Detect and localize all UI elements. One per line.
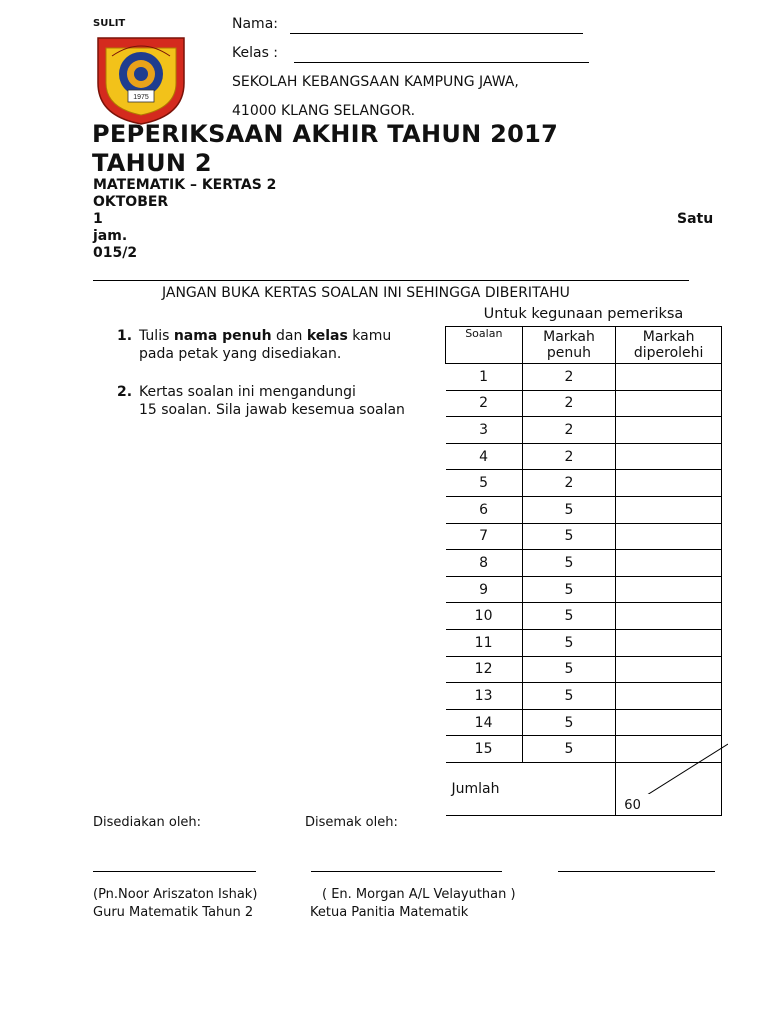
question-number: 2 [446, 390, 523, 417]
full-marks: 5 [522, 736, 616, 763]
full-marks: 5 [522, 523, 616, 550]
table-row [446, 683, 722, 710]
prepared-name: (Pn.Noor Ariszaton Ishak) [93, 887, 258, 902]
sulit-label: SULIT [93, 18, 126, 29]
full-marks: 5 [522, 683, 616, 710]
obtained-marks-cell[interactable] [616, 629, 722, 656]
instruction-text: 15 soalan. Sila jawab kesemua soalan [139, 402, 405, 418]
table-row [446, 443, 722, 470]
prepared-role: Guru Matematik Tahun 2 [93, 905, 254, 920]
table-row [446, 629, 722, 656]
full-marks: 5 [522, 603, 616, 630]
table-row [446, 550, 722, 577]
table-row [446, 709, 722, 736]
question-number: 11 [446, 629, 523, 656]
total-value: 60 [624, 797, 641, 813]
school-address: 41000 KLANG SELANGOR. [232, 103, 416, 119]
col-markah-diperolehi-header: Markah diperolehi [616, 327, 722, 364]
question-number: 15 [446, 736, 523, 763]
table-row [446, 364, 722, 391]
question-number: 12 [446, 656, 523, 683]
kelas-field[interactable] [294, 62, 589, 63]
duration-word: Satu [677, 211, 714, 227]
obtained-marks-cell[interactable] [616, 496, 722, 523]
checked-name: ( En. Morgan A/L Velayuthan ) [322, 887, 516, 902]
table-row [446, 523, 722, 550]
instruction-text: kamu [347, 328, 392, 344]
prepared-signature-line[interactable] [93, 871, 256, 872]
obtained-marks-cell[interactable] [616, 656, 722, 683]
nama-field[interactable] [290, 33, 583, 34]
table-row [446, 656, 722, 683]
instruction-number: 1. [117, 328, 133, 344]
full-marks: 2 [522, 417, 616, 444]
obtained-marks-cell[interactable] [616, 550, 722, 577]
full-marks: 2 [522, 390, 616, 417]
obtained-marks-cell[interactable] [616, 417, 722, 444]
instruction-text: Kertas soalan ini mengandungi [139, 384, 356, 400]
checked-role: Ketua Panitia Matematik [310, 905, 469, 920]
obtained-marks-cell[interactable] [616, 364, 722, 391]
full-marks: 5 [522, 656, 616, 683]
instruction-1 [117, 327, 391, 363]
instruction-bold: nama penuh [173, 328, 272, 344]
question-number: 13 [446, 683, 523, 710]
question-number: 3 [446, 417, 523, 444]
kelas-label: Kelas : [232, 45, 279, 61]
table-row [446, 417, 722, 444]
full-marks: 5 [522, 709, 616, 736]
question-number: 7 [446, 523, 523, 550]
instruction-2 [117, 383, 405, 419]
table-row [446, 576, 722, 603]
obtained-marks-cell[interactable] [616, 390, 722, 417]
warning-text: JANGAN BUKA KERTAS SOALAN INI SEHINGGA DIBERITAHU [162, 285, 570, 301]
instruction-bold: kelas [306, 328, 348, 344]
instruction-text: Tulis [139, 328, 174, 344]
marks-table [445, 302, 722, 816]
duration-number: 1 [93, 211, 103, 227]
school-crest-logo [92, 28, 190, 126]
question-number: 9 [446, 576, 523, 603]
col-markah-penuh-header: Markah penuh [522, 327, 616, 364]
table-row [446, 496, 722, 523]
checked-signature-line[interactable] [311, 871, 502, 872]
table-row [446, 603, 722, 630]
obtained-marks-cell[interactable] [616, 603, 722, 630]
question-number: 6 [446, 496, 523, 523]
total-cell [616, 762, 722, 815]
full-marks: 2 [522, 443, 616, 470]
svg-text:1975: 1975 [133, 94, 149, 101]
divider-line [93, 280, 689, 281]
full-marks: 5 [522, 629, 616, 656]
instruction-text: dan [271, 328, 307, 344]
col-soalan-header: Soalan [446, 327, 523, 364]
table-row [446, 390, 722, 417]
obtained-marks-cell[interactable] [616, 523, 722, 550]
third-signature-line[interactable] [558, 871, 715, 872]
full-marks: 5 [522, 576, 616, 603]
school-name: SEKOLAH KEBANGSAAN KAMPUNG JAWA, [232, 74, 519, 90]
obtained-marks-cell[interactable] [616, 709, 722, 736]
instruction-text: pada petak yang disediakan. [139, 346, 342, 362]
full-marks: 5 [522, 550, 616, 577]
full-marks: 5 [522, 496, 616, 523]
exam-month: OKTOBER [93, 194, 169, 210]
exam-year-level: TAHUN 2 [92, 149, 212, 177]
prepared-by-label: Disediakan oleh: [93, 815, 202, 830]
question-number: 8 [446, 550, 523, 577]
obtained-marks-cell[interactable] [616, 683, 722, 710]
table-row [446, 470, 722, 497]
full-marks: 2 [522, 364, 616, 391]
marks-table-caption: Untuk kegunaan pemeriksa [446, 302, 722, 327]
obtained-marks-cell[interactable] [616, 443, 722, 470]
subject-paper: MATEMATIK – KERTAS 2 [93, 177, 277, 193]
exam-title: PEPERIKSAAN AKHIR TAHUN 2017 [92, 120, 559, 148]
duration-unit: jam. [93, 228, 128, 244]
question-number: 14 [446, 709, 523, 736]
diagonal-slash [616, 742, 728, 794]
obtained-marks-cell[interactable] [616, 576, 722, 603]
total-label: Jumlah [446, 762, 616, 815]
paper-code: 015/2 [93, 245, 138, 261]
instruction-number: 2. [117, 384, 133, 400]
checked-by-label: Disemak oleh: [305, 815, 398, 830]
question-number: 1 [446, 364, 523, 391]
full-marks: 2 [522, 470, 616, 497]
nama-label: Nama: [232, 16, 278, 32]
question-number: 10 [446, 603, 523, 630]
question-number: 4 [446, 443, 523, 470]
obtained-marks-cell[interactable] [616, 470, 722, 497]
question-number: 5 [446, 470, 523, 497]
